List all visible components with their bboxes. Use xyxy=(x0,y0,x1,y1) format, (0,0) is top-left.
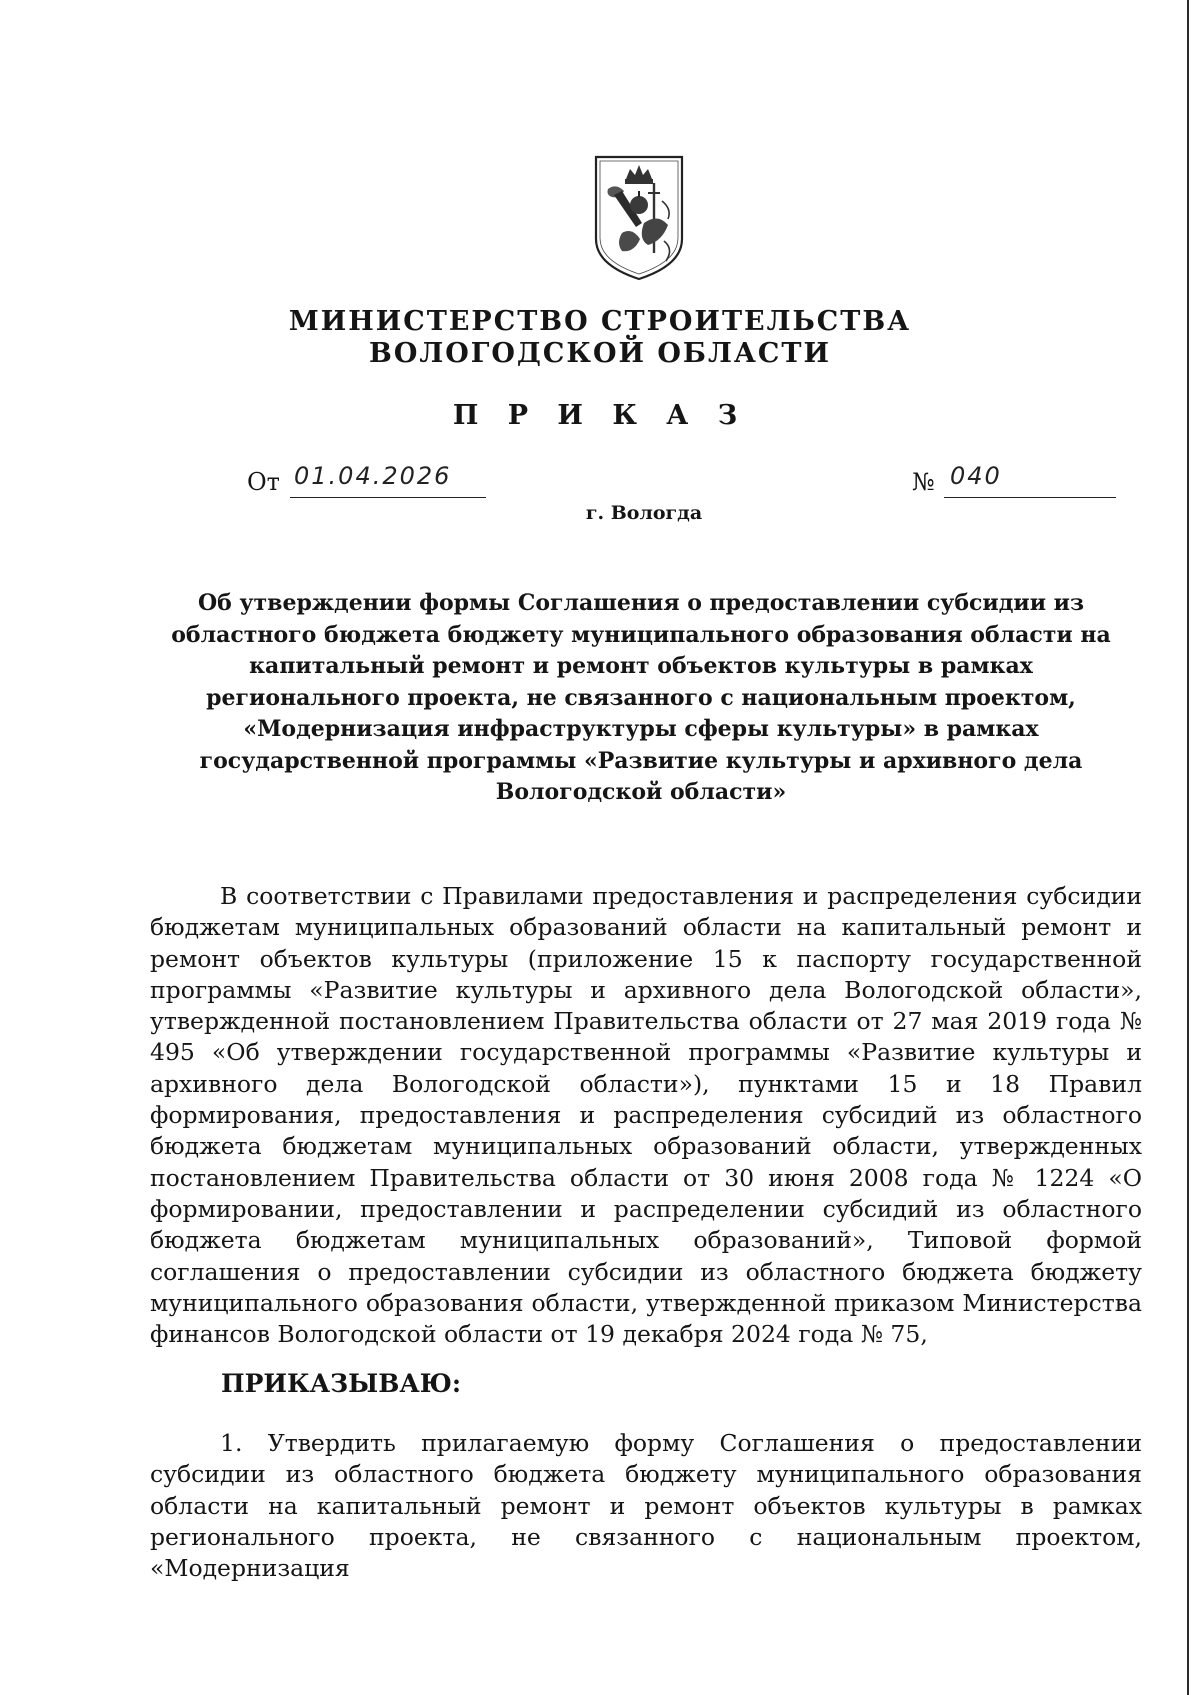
date-prefix-label: От xyxy=(247,468,280,496)
ministry-name-line-1: МИНИСТЕРСТВО СТРОИТЕЛЬСТВА xyxy=(288,306,912,337)
order-date-field: 01.04.2026 xyxy=(290,462,486,498)
number-prefix-label: № xyxy=(912,468,935,496)
ministry-name-line-2: ВОЛОГОДСКОЙ ОБЛАСТИ xyxy=(369,338,831,369)
order-item-1: 1. Утвердить прилагаемую форму Соглашения о предоставлении субсидии из областного бюджета бюджету муниципального образования области на капитальный ремонт и ремонт объектов культуры в рамках регионального проекта, не связанного с национальным проектом, «Модернизация xyxy=(150,1429,1142,1583)
order-number-field: 040 xyxy=(944,462,1116,498)
decree-heading: ПРИКАЗЫВАЮ: xyxy=(221,1369,462,1398)
order-subject-heading: Об утверждении формы Соглашения о предоставлении субсидии из областного бюджета бюджету муниципального образования области на капитальный ремонт и ремонт объектов культуры в рамках регионального проекта, не связанного с национальным проектом, «Модернизация инфраструктуры сферы культуры» в рамках государственной программы «Развитие культуры и архивного дела Вологодской области» xyxy=(171,590,1111,805)
document-type-title: П Р И К А З xyxy=(452,400,748,431)
scan-edge-divider xyxy=(1187,0,1189,1695)
city-label: г. Вологда xyxy=(585,502,703,524)
preamble-paragraph: В соответствии с Правилами предоставления и распределения субсидии бюджетам муниципальных образований области на капитальный ремонт и ремонт объектов культуры (приложение 15 к паспорту государственной программы «Развитие культуры и архивного дела Вологодской области», утвержденной постановлением Правительства области от 27 мая 2019 года № 495 «Об утверждении государственной программы «Развитие культуры и архивного дела Вологодской области»), пунктами 15 и 18 Правил формирования, предоставления и распределения субсидий из областного бюджета бюджетам муниципальных образований области, утвержденных постановлением Правительства области от 30 июня 2008 года № 1224 «О формировании, предоставлении и распределении субсидий из областного бюджета бюджетам муниципальных образований», Типовой формой соглашения о предоставлении субсидии из областного бюджета бюджету муниципального образования области, утвержденной приказом Министерства финансов Вологодской области от 19 декабря 2024 года № 75, xyxy=(150,882,1142,1349)
coat-of-arms-icon xyxy=(592,153,686,282)
